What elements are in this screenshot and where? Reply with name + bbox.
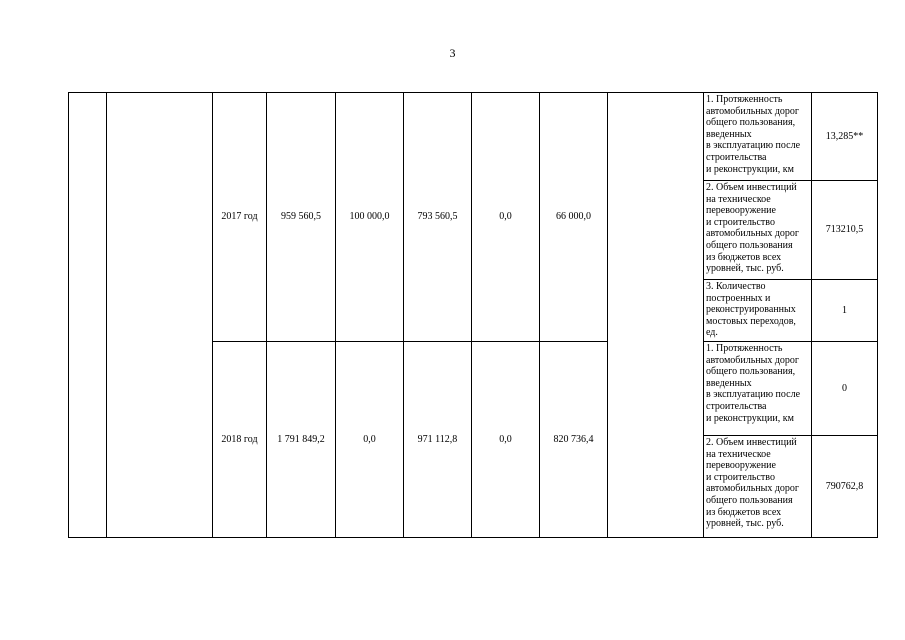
other-cell: 820 736,4 (540, 342, 608, 538)
table-row (69, 93, 878, 181)
indicator-value: 13,285** (812, 93, 878, 181)
indicator-value: 713210,5 (812, 181, 878, 280)
executor-cell (608, 93, 704, 538)
indicator-name: 1. Протяженность автомобильных дорог общего пользования, введенных в эксплуатацию после строительства и реконструкции, км (704, 342, 812, 436)
indicator-name: 2. Объем инвестиций на техническое перевооружение и строительство автомобильных дорог общего пользования из бюджетов всех уровней, тыс. руб. (704, 436, 812, 538)
number-cell (69, 93, 107, 538)
indicator-value: 1 (812, 280, 878, 342)
indicator-name: 1. Протяженность автомобильных дорог общего пользования, введенных в эксплуатацию после строительства и реконструкции, км (704, 93, 812, 181)
total-cell: 959 560,5 (267, 93, 336, 342)
total-cell: 1 791 849,2 (267, 342, 336, 538)
federal-cell: 0,0 (336, 342, 404, 538)
regional-cell: 971 112,8 (404, 342, 472, 538)
year-cell: 2018 год (213, 342, 267, 538)
local-cell: 0,0 (472, 93, 540, 342)
federal-cell: 100 000,0 (336, 93, 404, 342)
program-table (68, 92, 878, 538)
activity-cell (107, 93, 213, 538)
local-cell: 0,0 (472, 342, 540, 538)
indicator-name: 3. Количество построенных и реконструированных мостовых переходов, ед. (704, 280, 812, 342)
page-number: 3 (449, 46, 456, 60)
indicator-value: 790762,8 (812, 436, 878, 538)
regional-cell: 793 560,5 (404, 93, 472, 342)
year-cell: 2017 год (213, 93, 267, 342)
other-cell: 66 000,0 (540, 93, 608, 342)
indicator-value: 0 (812, 342, 878, 436)
indicator-name: 2. Объем инвестиций на техническое перевооружение и строительство автомобильных дорог общего пользования из бюджетов всех уровней, тыс. руб. (704, 181, 812, 280)
